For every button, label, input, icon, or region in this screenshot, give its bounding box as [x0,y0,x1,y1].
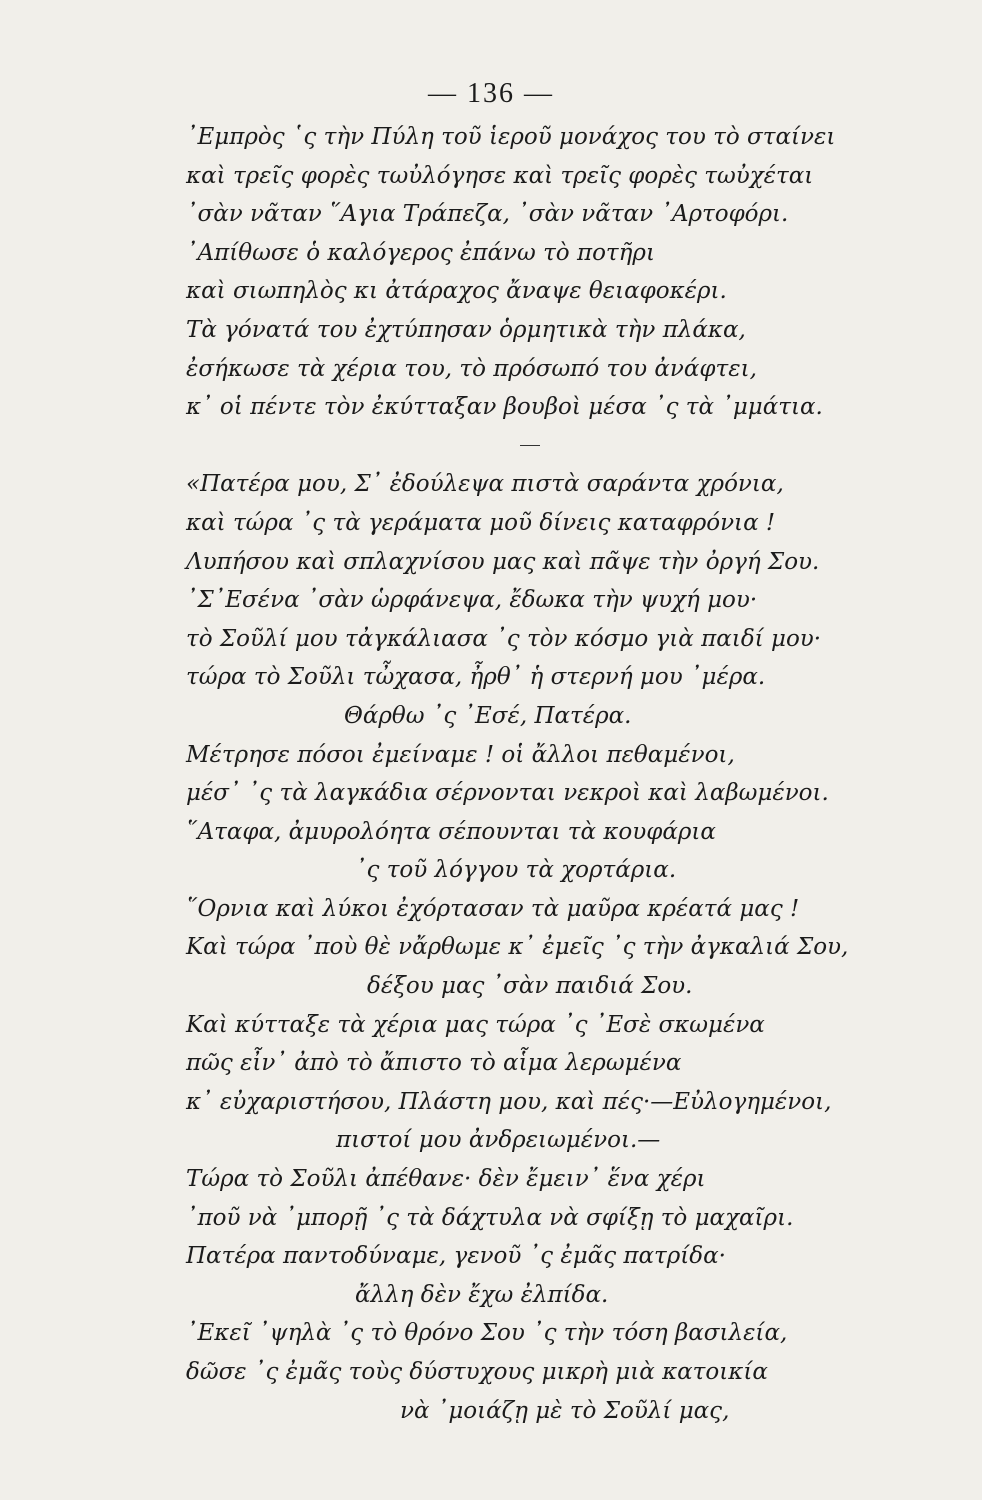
poem-line: πῶς εἶν᾿ ἀπὸ τὸ ἄπιστο τὸ αἷμα λερωμένα [186,1050,682,1077]
poem-line: Θάρθω ᾿ς ᾿Εσέ, Πατέρα. [344,702,632,729]
poem-line: Πατέρα παντοδύναμε, γενοῦ ᾿ς ἐμᾶς πατρίδα· [186,1243,726,1270]
poem-line: νὰ ᾿μοιάζῃ μὲ τὸ Σοῦλί μας, [400,1397,730,1424]
poem-line: τὸ Σοῦλί μου τἀγκάλιασα ᾿ς τὸν κόσμο γιὰ παιδί μου· [186,625,822,652]
poem-line: καὶ τρεῖς φορὲς τωὐλόγησε καὶ τρεῖς φορὲς τωὐχέται [186,162,814,189]
poem-line: Μέτρησε πόσοι ἐμείναμε ! οἱ ἄλλοι πεθαμένοι, [186,741,735,768]
poem-text [0,118,982,1430]
poem-line: ᾿ς τοῦ λόγγου τὰ χορτάρια. [355,857,677,884]
poem-line: καὶ τώρα ᾿ς τὰ γεράματα μοῦ δίνεις καταφρόνια ! [186,509,776,536]
poem-line: Καὶ κύτταξε τὰ χέρια μας τώρα ᾿ς ᾿Εσὲ σκωμένα [186,1011,765,1038]
section-divider [0,427,982,466]
poem-line: ῞Αταφα, ἀμυρολόητα σέπουνται τὰ κουφάρια [186,818,716,845]
poem-line: Τώρα τὸ Σοῦλι ἀπέθανε· δὲν ἔμειν᾿ ἕνα χέρι [186,1166,706,1193]
poem-line: δέξου μας ᾿σὰν παιδιά Σου. [367,973,693,1000]
poem-line: «Πατέρα μου, Σ᾿ ἐδούλεψα πιστὰ σαράντα χρόνια, [186,471,784,498]
poem-line: καὶ σιωπηλὸς κι ἀτάραχος ἄναψε θειαφοκέρι. [186,278,727,305]
poem-line: ᾿Απίθωσε ὁ καλόγερος ἐπάνω τὸ ποτῆρι [186,239,655,266]
poem-line: Λυπήσου καὶ σπλαχνίσου μας καὶ πᾶψε τὴν ὀργή Σου. [186,548,820,575]
poem-line: Τὰ γόνατά του ἐχτύπησαν ὁρμητικὰ τὴν πλάκα, [186,316,746,343]
poem-line: πιστοί μου ἀνδρειωμένοι.— [336,1127,661,1154]
poem-line: ἐσήκωσε τὰ χέρια του, τὸ πρόσωπό του ἀνάφτει, [186,355,757,382]
poem-line: τώρα τὸ Σοῦλι τὦχασα, ἦρθ᾿ ἡ στερνή μου ᾿μέρα. [186,664,766,691]
poem-line: ᾿Σ᾿Εσένα ᾿σὰν ὡρφάνεψα, ἔδωκα τὴν ψυχή μου· [186,587,758,614]
poem-line: κ᾿ οἱ πέντε τὸν ἐκύτταξαν βουβοὶ μέσα ᾿ς τὰ ᾿μμάτια. [186,394,823,421]
poem-line: κ᾿ εὐχαριστήσου, Πλάστη μου, καὶ πές·—Εὐλογημένοι, [186,1088,832,1115]
poem-line: ᾿σὰν νᾶταν ῞Αγια Τράπεζα, ᾿σὰν νᾶταν ᾿Αρτοφόρι. [186,201,789,228]
poem-line: ᾿Εκεῖ ᾿ψηλὰ ᾿ς τὸ θρόνο Σου ᾿ς τὴν τόση βασιλεία, [186,1320,788,1347]
poem-line: ῞Ορνια καὶ λύκοι ἐχόρτασαν τὰ μαῦρα κρέατά μας ! [186,895,800,922]
poem-line: ᾿Εμπρὸς ῾ς τὴν Πύλη τοῦ ἱεροῦ μονάχος του τὸ σταίνει [186,124,836,150]
poem-line: ᾿ποῦ νὰ ᾿μπορῇ ᾿ς τὰ δάχτυλα νὰ σφίξῃ τὸ μαχαῖρι. [186,1204,794,1231]
poem-line: μέσ᾿ ᾿ς τὰ λαγκάδια σέρνονται νεκροὶ καὶ λαβωμένοι. [186,780,829,807]
poem-line: ἄλλη δὲν ἔχω ἐλπίδα. [355,1281,609,1308]
page-number: — 136 — [428,78,554,109]
poem-line: Καὶ τώρα ᾿ποὺ θὲ νἄρθωμε κ᾿ ἐμεῖς ᾿ς τὴν ἀγκαλιά Σου, [186,934,849,961]
poem-line: δῶσε ᾿ς ἐμᾶς τοὺς δύστυχους μικρὴ μιὰ κατοικία [186,1359,768,1385]
